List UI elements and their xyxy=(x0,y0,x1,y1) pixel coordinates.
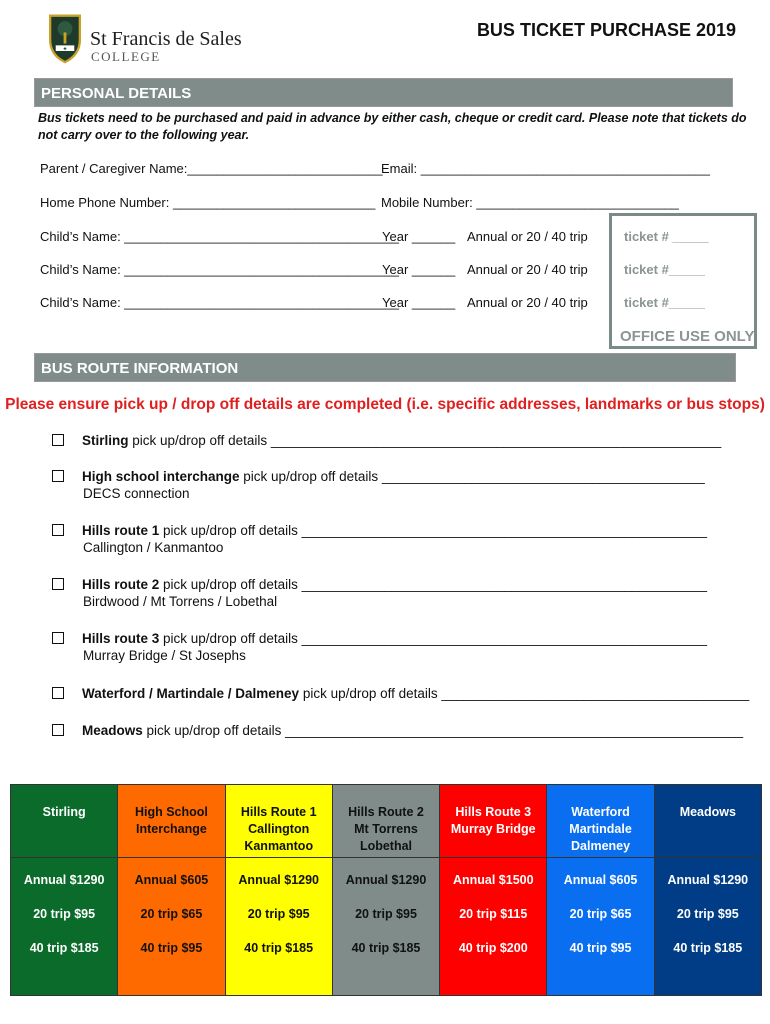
pricing-column xyxy=(11,785,118,995)
route-sub-label: Callington / Kanmantoo xyxy=(83,540,224,555)
pricing-column-header xyxy=(11,785,117,858)
route-name: Stirling xyxy=(82,433,129,448)
price-annual: Annual $1290 xyxy=(667,873,749,887)
pricing-header-line: Murray Bridge xyxy=(450,822,536,836)
route-name: High school interchange xyxy=(82,469,240,484)
checkbox[interactable] xyxy=(52,434,64,446)
price-t20: 20 trip $95 xyxy=(355,907,417,921)
mobile-field[interactable]: Mobile Number: ____________________________ xyxy=(381,195,679,210)
route-option-stirling[interactable] xyxy=(52,433,721,448)
pricing-column xyxy=(440,785,547,995)
price-annual: Annual $1290 xyxy=(345,873,427,887)
pricing-table xyxy=(10,784,762,996)
price-t20: 20 trip $95 xyxy=(247,907,310,921)
pricing-column xyxy=(333,785,440,995)
child-year-field[interactable]: Year ______ xyxy=(382,262,456,277)
pricing-column-header xyxy=(226,785,332,858)
pricing-column-header xyxy=(547,785,653,858)
price-t20: 20 trip $95 xyxy=(33,907,96,921)
document-title: BUS TICKET PURCHASE 2019 xyxy=(476,20,736,40)
price-annual: Annual $1290 xyxy=(23,873,105,887)
price-annual: Annual $1500 xyxy=(452,873,534,887)
price-t40: 40 trip $95 xyxy=(140,941,203,955)
route-option-hills-route-3[interactable] xyxy=(52,631,707,663)
price-t20: 20 trip $65 xyxy=(140,907,203,921)
price-t20: 20 trip $115 xyxy=(459,907,528,921)
route-details-field[interactable]: pick up/drop off details ______________________________________________________ xyxy=(159,577,708,592)
price-t40: 40 trip $95 xyxy=(569,941,632,955)
pricing-column-header xyxy=(655,785,761,858)
pricing-header-line: Hills Route 1 xyxy=(240,805,317,819)
route-sub-label: DECS connection xyxy=(83,486,190,501)
price-t20: 20 trip $65 xyxy=(569,907,632,921)
price-t40: 40 trip $185 xyxy=(351,941,421,955)
checkbox[interactable] xyxy=(52,724,64,736)
ticket-number-field: ticket # _____ xyxy=(624,229,709,244)
checkbox[interactable] xyxy=(52,632,64,644)
ticket-number-field: ticket #_____ xyxy=(624,295,705,310)
pricing-column xyxy=(118,785,225,995)
child-name-field[interactable]: Child’s Name: ______________________________________ xyxy=(40,229,400,244)
route-notice: Please ensure pick up / drop off details are completed (i.e. specific addresses, landmarks or bus stops) xyxy=(5,396,765,413)
child-year-field[interactable]: Year ______ xyxy=(382,295,456,310)
pricing-header-line: High School xyxy=(134,805,208,819)
price-annual: Annual $1290 xyxy=(238,873,319,887)
bus-route-heading: BUS ROUTE INFORMATION xyxy=(34,353,736,382)
route-details-field[interactable]: pick up/drop off details _________________________________________ xyxy=(299,686,750,701)
route-name: Meadows xyxy=(82,723,143,738)
child-trip-label: Annual or 20 / 40 trip xyxy=(467,295,588,310)
price-t40: 40 trip $185 xyxy=(29,941,99,955)
route-option-hills-route-2[interactable] xyxy=(52,577,707,609)
route-details-field[interactable]: pick up/drop off details _____________________________________________________________ xyxy=(142,723,744,738)
ticket-number-field: ticket #_____ xyxy=(624,262,705,277)
child-name-field[interactable]: Child’s Name: ______________________________________ xyxy=(40,262,400,277)
home-phone-field[interactable]: Home Phone Number: ____________________________ xyxy=(40,195,376,210)
pricing-column-header xyxy=(333,785,439,858)
child-trip-label: Annual or 20 / 40 trip xyxy=(467,229,588,244)
school-name: St Francis de Sales xyxy=(90,28,242,50)
pricing-header-line: Kanmantoo xyxy=(244,839,314,853)
checkbox[interactable] xyxy=(52,470,64,482)
email-field[interactable]: Email: ________________________________________ xyxy=(381,161,710,176)
pricing-header-line: Waterford xyxy=(571,805,630,819)
route-name: Waterford / Martindale / Dalmeney xyxy=(82,686,300,701)
route-sub-label: Murray Bridge / St Josephs xyxy=(83,648,246,663)
personal-details-heading: PERSONAL DETAILS xyxy=(34,78,733,107)
pricing-header-line: Lobethal xyxy=(359,839,413,853)
parent-name-field[interactable]: Parent / Caregiver Name:___________________________ xyxy=(40,161,383,176)
price-t40: 40 trip $200 xyxy=(458,941,528,955)
route-name: Hills route 2 xyxy=(82,577,160,592)
route-details-field[interactable]: pick up/drop off details ______________________________________________________ xyxy=(159,523,708,538)
pricing-column-header xyxy=(440,785,546,858)
price-t40: 40 trip $185 xyxy=(673,941,743,955)
child-trip-label: Annual or 20 / 40 trip xyxy=(467,262,588,277)
price-t40: 40 trip $185 xyxy=(244,941,314,955)
route-details-field[interactable]: pick up/drop off details ______________________________________________________ xyxy=(159,631,708,646)
pricing-header-line: Stirling xyxy=(42,805,86,819)
intro-text: Bus tickets need to be purchased and paid in advance by either cash, cheque or credit card. Please note that tickets do not carry over to the following year. xyxy=(38,111,747,142)
route-option-meadows[interactable] xyxy=(52,723,743,738)
route-option-hills-route-1[interactable] xyxy=(52,523,707,555)
pricing-column xyxy=(655,785,761,995)
pricing-header-line: Callington xyxy=(248,822,310,836)
pricing-column-header xyxy=(118,785,224,858)
pricing-header-line: Meadows xyxy=(679,805,736,819)
child-name-field[interactable]: Child’s Name: ______________________________________ xyxy=(40,295,400,310)
office-use-label: OFFICE USE ONLY xyxy=(620,328,755,345)
pricing-header-line: Mt Torrens xyxy=(354,822,418,836)
pricing-column xyxy=(547,785,654,995)
route-name: Hills route 1 xyxy=(82,523,160,538)
pricing-column xyxy=(226,785,333,995)
pricing-header-line: Hills Route 3 xyxy=(455,805,532,819)
school-subtitle: COLLEGE xyxy=(91,49,161,64)
child-year-field[interactable]: Year ______ xyxy=(382,229,456,244)
pricing-header-line: Interchange xyxy=(135,822,207,836)
checkbox[interactable] xyxy=(52,524,64,536)
price-t20: 20 trip $95 xyxy=(676,907,739,921)
college-crest-icon xyxy=(46,12,84,64)
pricing-header-line: Dalmeney xyxy=(571,839,631,853)
route-sub-label: Birdwood / Mt Torrens / Lobethal xyxy=(83,594,278,609)
route-details-field[interactable]: pick up/drop off details ____________________________________________________________ xyxy=(128,433,722,448)
price-annual: Annual $605 xyxy=(134,873,209,887)
pricing-header-line: Hills Route 2 xyxy=(348,805,424,819)
pricing-header-line: Martindale xyxy=(569,822,632,836)
checkbox[interactable] xyxy=(52,578,64,590)
route-option-waterford[interactable] xyxy=(52,686,749,701)
price-annual: Annual $605 xyxy=(563,873,638,887)
route-details-field[interactable]: pick up/drop off details ___________________________________________ xyxy=(239,469,705,484)
route-name: Hills route 3 xyxy=(82,631,160,646)
checkbox[interactable] xyxy=(52,687,64,699)
route-option-high-school-interchange[interactable] xyxy=(52,469,705,501)
